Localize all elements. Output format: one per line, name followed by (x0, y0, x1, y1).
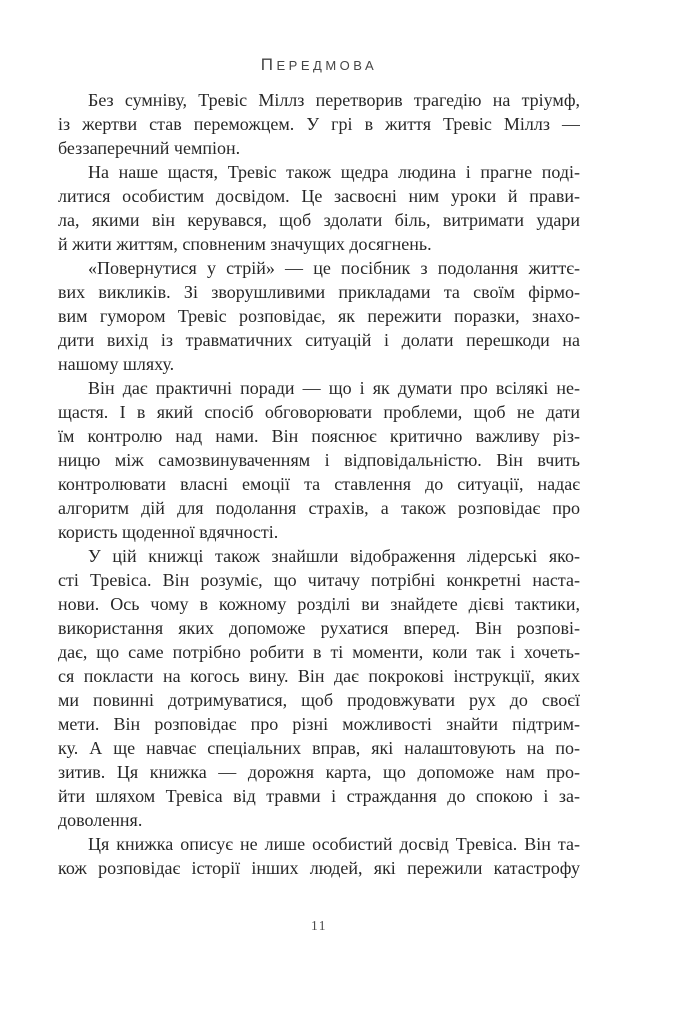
text-line: алгоритм дій для подолання страхів, а також розповідає про (58, 498, 580, 518)
text-line: й жити життям, сповненим значущих досягнень. (58, 234, 432, 254)
text-line: кож розповідає історії інших людей, які пережили катастрофу (58, 858, 580, 878)
text-line: У цій книжці також знайшли відображення лідерські яко- (88, 546, 580, 566)
text-line: їм контролю над нами. Він пояснює критично важливу різ- (58, 426, 580, 446)
text-line: «Повернутися у стрій» — це посібник з подолання життє- (88, 258, 580, 278)
paragraph (58, 376, 580, 544)
text-line: користь щоденної вдячності. (58, 522, 279, 542)
text-line: Без сумніву, Тревіс Міллз перетворив трагедію на тріумф, (88, 90, 580, 110)
text-line: дає, що саме потрібно робити в ті моменти, коли так і хочеть- (58, 642, 580, 662)
paragraph (58, 832, 580, 880)
text-line: йти шляхом Тревіса від травми і страждання до спокою і за- (58, 786, 580, 806)
paragraph (58, 88, 580, 160)
text-line: мети. Він розповідає про різні можливості знайти підтрим- (58, 714, 580, 734)
text-line: ницю між самозвинуваченням і відповідальністю. Він вчить (58, 450, 580, 470)
text-line: зитив. Ця книжка — дорожня карта, що допоможе нам про- (58, 762, 580, 782)
page-number: 11 (311, 918, 327, 933)
paragraph (58, 544, 580, 832)
body-text (58, 88, 580, 880)
text-line: із жертви став переможцем. У грі в життя Тревіс Міллз — (58, 114, 580, 134)
paragraph (58, 256, 580, 376)
text-line: нови. Ось чому в кожному розділі ви знайдете дієві тактики, (58, 594, 580, 614)
text-line: На наше щастя, Тревіс також щедра людина і прагне поді- (88, 162, 580, 182)
chapter-heading: ПЕРЕДМОВА (260, 55, 378, 74)
text-line: вих викликів. Зі зворушливими прикладами та своїм фірмо- (58, 282, 580, 302)
text-line: ла, якими він керувався, щоб здолати біль, витримати удари (58, 210, 580, 230)
text-line: сті Тревіса. Він розуміє, що читачу потрібні конкретні наста- (58, 570, 580, 590)
paragraph (58, 160, 580, 256)
text-line: ку. А ще навчає спеціальних вправ, які налаштовують на по- (58, 738, 580, 758)
text-line: литися особистим досвідом. Це засвоєні ним уроки й прави- (58, 186, 580, 206)
text-line: Він дає практичні поради — що і як думати про всілякі не- (88, 378, 580, 398)
text-line: беззаперечний чемпіон. (58, 138, 241, 158)
text-line: Ця книжка описує не лише особистий досвід Тревіса. Він та- (88, 834, 580, 854)
text-line: доволення. (58, 810, 143, 830)
text-line: ми повинні дотримуватися, щоб продовжувати рух до своєї (58, 690, 580, 710)
text-line: нашому шляху. (58, 354, 175, 374)
text-line: ся покласти на когось вину. Він дає покрокові інструкції, яких (58, 666, 580, 686)
text-line: дити вихід із травматичних ситуацій і долати перешкоди на (58, 330, 580, 350)
text-line: вим гумором Тревіс розповідає, як пережити поразки, знахо- (58, 306, 580, 326)
text-line: щастя. І в який спосіб обговорювати проблеми, щоб не дати (58, 402, 580, 422)
text-line: контролювати власні емоції та ставлення до ситуації, надає (58, 474, 580, 494)
text-line: використання яких допоможе рухатися вперед. Він розпові- (58, 618, 580, 638)
